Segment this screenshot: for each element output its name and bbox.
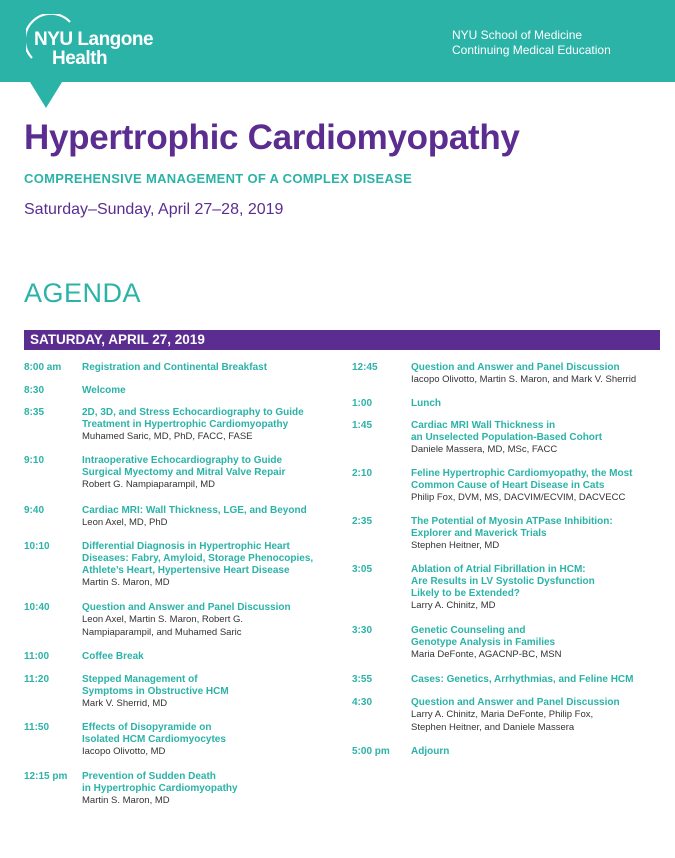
agenda-title: Genetic Counseling and Genotype Analysis in Families — [411, 625, 556, 648]
org-name — [452, 28, 611, 58]
agenda-time: 3:55 — [352, 674, 373, 685]
agenda-time: 2:35 — [352, 516, 373, 527]
agenda-item — [352, 398, 662, 420]
org-line1: NYU School of Medicine — [452, 28, 583, 42]
agenda-heading: AGENDA — [24, 278, 142, 308]
event-dates: Saturday–Sunday, April 27–28, 2019 — [24, 201, 284, 218]
agenda-title: Registration and Continental Breakfast — [82, 362, 268, 373]
agenda-item — [24, 505, 344, 541]
agenda-title: Question and Answer and Panel Discussion — [411, 362, 620, 373]
agenda-item — [352, 674, 662, 697]
page-subtitle: COMPREHENSIVE MANAGEMENT OF A COMPLEX DISEASE — [24, 171, 413, 186]
agenda-item — [24, 362, 344, 385]
agenda-title: Ablation of Atrial Fibrillation in HCM: Are Results in LV Systolic Dysfunction Likely to be Extended? — [411, 564, 595, 599]
agenda-speaker: Leon Axel, MD, PhD — [82, 517, 168, 528]
agenda-speaker: Martin S. Maron, MD — [82, 577, 170, 588]
agenda-time: 3:30 — [352, 625, 373, 636]
org-line2: Continuing Medical Education — [452, 43, 611, 57]
agenda-title: Cardiac MRI Wall Thickness in an Unselected Population-Based Cohort — [411, 420, 603, 443]
agenda-item — [352, 362, 662, 398]
agenda-title: Intraoperative Echocardiography to Guide Surgical Myectomy and Mitral Valve Repair — [82, 455, 286, 478]
logo-line2: Health — [52, 48, 108, 69]
agenda-title: The Potential of Myosin ATPase Inhibition: Explorer and Maverick Trials — [411, 516, 613, 539]
agenda-time: 11:50 — [24, 722, 50, 733]
nyu-langone-logo — [26, 14, 156, 74]
agenda-time: 12:15 pm — [24, 771, 68, 782]
agenda-speaker: Muhamed Saric, MD, PhD, FACC, FASE — [82, 431, 253, 442]
agenda-time: 9:40 — [24, 505, 45, 516]
agenda-speaker: Larry A. Chinitz, Maria DeFonte, Philip Fox, Stephen Heitner, and Daniele Massera — [411, 709, 594, 733]
agenda-item — [24, 541, 344, 602]
agenda-title: Feline Hypertrophic Cardiomyopathy, the Most Common Cause of Heart Disease in Cats — [411, 468, 633, 491]
agenda-speaker: Robert G. Nampiaparampil, MD — [82, 479, 216, 490]
agenda-speaker: Leon Axel, Martin S. Maron, Robert G. Nampiaparampil, and Muhamed Saric — [82, 614, 244, 638]
agenda-title: Prevention of Sudden Death in Hypertrophic Cardiomyopathy — [82, 771, 238, 794]
agenda-speaker: Mark V. Sherrid, MD — [82, 698, 168, 709]
agenda-time: 12:45 — [352, 362, 378, 373]
agenda-title: Lunch — [411, 398, 441, 409]
agenda-time: 11:00 — [24, 651, 50, 662]
agenda-speaker: Larry A. Chinitz, MD — [411, 600, 496, 611]
agenda-time: 2:10 — [352, 468, 373, 479]
agenda-time: 4:30 — [352, 697, 373, 708]
agenda-left-column — [24, 362, 344, 811]
agenda-title: Effects of Disopyramide on Isolated HCM Cardiomyocytes — [82, 722, 226, 745]
agenda-item — [352, 420, 662, 468]
agenda-item — [24, 722, 344, 771]
agenda-time: 9:10 — [24, 455, 45, 466]
agenda-item — [352, 516, 662, 564]
day-header: SATURDAY, APRIL 27, 2019 — [24, 330, 660, 350]
agenda-speaker: Philip Fox, DVM, MS, DACVIM/ECVIM, DACVECC — [411, 492, 626, 503]
agenda-title: Cases: Genetics, Arrhythmias, and Feline HCM — [411, 674, 634, 685]
agenda-item — [352, 697, 662, 746]
agenda-item — [352, 564, 662, 625]
agenda-item — [352, 468, 662, 516]
agenda-item — [24, 407, 344, 455]
agenda-title: Welcome — [82, 385, 126, 396]
agenda-item — [24, 674, 344, 722]
agenda-speaker: Iacopo Olivotto, MD — [82, 746, 166, 757]
agenda-title: Coffee Break — [82, 651, 144, 662]
agenda-time: 1:45 — [352, 420, 373, 431]
logo-line1: NYU Langone — [34, 29, 154, 50]
agenda-title: 2D, 3D, and Stress Echocardiography to Guide Treatment in Hypertrophic Cardiomyopathy — [82, 407, 304, 430]
agenda-time: 8:30 — [24, 385, 45, 396]
agenda-title: Question and Answer and Panel Discussion — [411, 697, 620, 708]
agenda-title: Adjourn — [411, 746, 450, 757]
agenda-time: 5:00 pm — [352, 746, 390, 757]
header-notch — [30, 82, 62, 108]
agenda-title: Stepped Management of Symptoms in Obstructive HCM — [82, 674, 229, 697]
agenda-speaker: Maria DeFonte, AGACNP-BC, MSN — [411, 649, 562, 660]
agenda-time: 10:40 — [24, 602, 50, 613]
agenda-item — [24, 455, 344, 505]
agenda-speaker: Iacopo Olivotto, Martin S. Maron, and Mark V. Sherrid — [411, 374, 637, 385]
agenda-speaker: Daniele Massera, MD, MSc, FACC — [411, 444, 558, 455]
agenda-time: 8:35 — [24, 407, 45, 418]
agenda-time: 8:00 am — [24, 362, 62, 373]
agenda-item — [24, 771, 344, 811]
agenda-item — [352, 625, 662, 674]
agenda-time: 3:05 — [352, 564, 373, 575]
agenda-title: Question and Answer and Panel Discussion — [82, 602, 291, 613]
agenda-time: 1:00 — [352, 398, 373, 409]
agenda-time: 10:10 — [24, 541, 50, 552]
agenda-right-column — [352, 362, 662, 766]
agenda-item — [24, 651, 344, 674]
agenda-item — [24, 385, 344, 407]
agenda-speaker: Stephen Heitner, MD — [411, 540, 500, 551]
agenda-title: Cardiac MRI: Wall Thickness, LGE, and Beyond — [82, 505, 307, 516]
agenda-title: Differential Diagnosis in Hypertrophic Heart Diseases: Fabry, Amyloid, Storage Phenocopies, Athlete’s Heart, Hypertensive Heart Disease — [82, 541, 314, 576]
agenda-item — [352, 746, 662, 766]
page-title: Hypertrophic Cardiomyopathy — [24, 118, 520, 157]
agenda-item — [24, 602, 344, 651]
agenda-time: 11:20 — [24, 674, 50, 685]
agenda-speaker: Martin S. Maron, MD — [82, 795, 170, 806]
